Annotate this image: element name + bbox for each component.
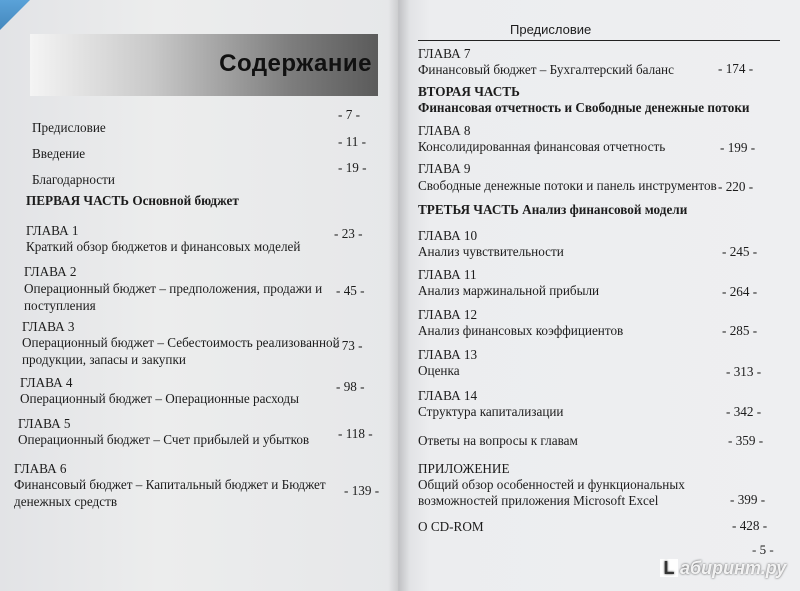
toc-page-acknowledgements: - 19 - [338, 160, 367, 175]
part1-label: ПЕРВАЯ ЧАСТЬ [26, 193, 130, 208]
part2-title: Финансовая отчетность и Свободные денежные потоки [418, 100, 750, 115]
chapter-6-number: ГЛАВА 6 [14, 461, 67, 476]
chapter-4-title: Операционный бюджет – Операционные расходы [20, 391, 299, 406]
part1-title: Основной бюджет [132, 193, 239, 208]
page-number: - 5 - [752, 542, 774, 557]
chapter-4-number: ГЛАВА 4 [20, 375, 73, 390]
watermark-logo-mark: L [660, 559, 678, 577]
watermark-text: абиринт.ру [680, 558, 787, 578]
contents-title-bar [30, 34, 378, 96]
chapter-2-title-line-1: Операционный бюджет – предположения, продажи и [24, 281, 323, 296]
toc-entry-preface: Предисловие [32, 120, 106, 135]
chapter-6-title-line-1: Финансовый бюджет – Капитальный бюджет и Бюджет [14, 477, 326, 492]
chapter-1-title: Краткий обзор бюджетов и финансовых моделей [26, 239, 301, 254]
page-title: Содержание [219, 50, 372, 77]
chapter-3-title-line-2: продукции, запасы и закупки [22, 352, 186, 367]
chapter-13-number: ГЛАВА 13 [418, 347, 478, 362]
chapter-3-title-line-1: Операционный бюджет – Себестоимость реализованной [22, 335, 340, 350]
chapter-10-title: Анализ чувствительности [418, 244, 564, 259]
running-head-rule [418, 40, 780, 41]
part3-heading [418, 201, 687, 218]
chapter-5-title: Операционный бюджет – Счет прибылей и убытков [18, 432, 310, 447]
chapter-11-page: - 264 - [722, 284, 758, 299]
cdrom-page: - 428 - [732, 518, 768, 533]
toc-entry-acknowledgements: Благодарности [32, 172, 115, 187]
toc-entry-introduction: Введение [32, 146, 86, 161]
toc-page-preface: - 7 - [338, 107, 360, 122]
chapter-2-title-line-2: поступления [24, 298, 96, 313]
chapter-14-page: - 342 - [726, 404, 762, 419]
chapter-7-title: Финансовый бюджет – Бухгалтерский баланс [418, 62, 674, 77]
chapter-9-page: - 220 - [718, 179, 754, 194]
part1-heading [26, 192, 239, 209]
chapter-4-page: - 98 - [336, 379, 365, 394]
chapter-14-number: ГЛАВА 14 [418, 388, 478, 403]
chapter-14-title: Структура капитализации [418, 404, 564, 419]
chapter-12-number: ГЛАВА 12 [418, 307, 478, 322]
appendix-page: - 399 - [730, 492, 766, 507]
part3-label: ТРЕТЬЯ ЧАСТЬ [418, 202, 519, 217]
chapter-13-page: - 313 - [726, 364, 762, 379]
toc-page-introduction: - 11 - [338, 134, 367, 149]
running-head: Предисловие [510, 22, 592, 37]
chapter-9-title: Свободные денежные потоки и панель инструментов [418, 178, 717, 193]
appendix-title-line-2: возможностей приложения Microsoft Excel [418, 493, 659, 508]
chapter-2-number: ГЛАВА 2 [24, 264, 77, 279]
chapter-11-number: ГЛАВА 11 [418, 267, 477, 282]
chapter-7-number: ГЛАВА 7 [418, 46, 471, 61]
chapter-10-number: ГЛАВА 10 [418, 228, 478, 243]
chapter-5-page: - 118 - [338, 426, 373, 441]
chapter-12-title: Анализ финансовых коэффициентов [418, 323, 624, 338]
cdrom-entry: О CD-ROM [418, 519, 484, 534]
chapter-1-number: ГЛАВА 1 [26, 223, 79, 238]
part2-label: ВТОРАЯ ЧАСТЬ [418, 84, 520, 99]
book-gutter [388, 0, 410, 591]
chapter-3-number: ГЛАВА 3 [22, 319, 75, 334]
chapter-2-page: - 45 - [336, 283, 365, 298]
chapter-6-page: - 139 - [344, 483, 380, 498]
chapter-8-number: ГЛАВА 8 [418, 123, 471, 138]
appendix-title-line-1: Общий обзор особенностей и функциональных [418, 477, 685, 492]
chapter-8-title: Консолидированная финансовая отчетность [418, 139, 666, 154]
chapter-6-title-line-2: денежных средств [14, 494, 118, 509]
appendix-number: ПРИЛОЖЕНИЕ [418, 461, 510, 476]
chapter-7-page: - 174 - [718, 61, 754, 76]
chapter-11-title: Анализ маржинальной прибыли [418, 283, 600, 298]
chapter-12-page: - 285 - [722, 323, 758, 338]
answers-page: - 359 - [728, 433, 764, 448]
chapter-3-page: - 73 - [334, 338, 363, 353]
answers-entry: Ответы на вопросы к главам [418, 433, 578, 448]
chapter-10-page: - 245 - [722, 244, 758, 259]
chapter-5-number: ГЛАВА 5 [18, 416, 71, 431]
watermark-logo [660, 558, 786, 579]
chapter-9-number: ГЛАВА 9 [418, 161, 471, 176]
part3-title: Анализ финансовой модели [522, 202, 688, 217]
chapter-8-page: - 199 - [720, 140, 756, 155]
chapter-13-title: Оценка [418, 363, 460, 378]
chapter-1-page: - 23 - [334, 226, 363, 241]
